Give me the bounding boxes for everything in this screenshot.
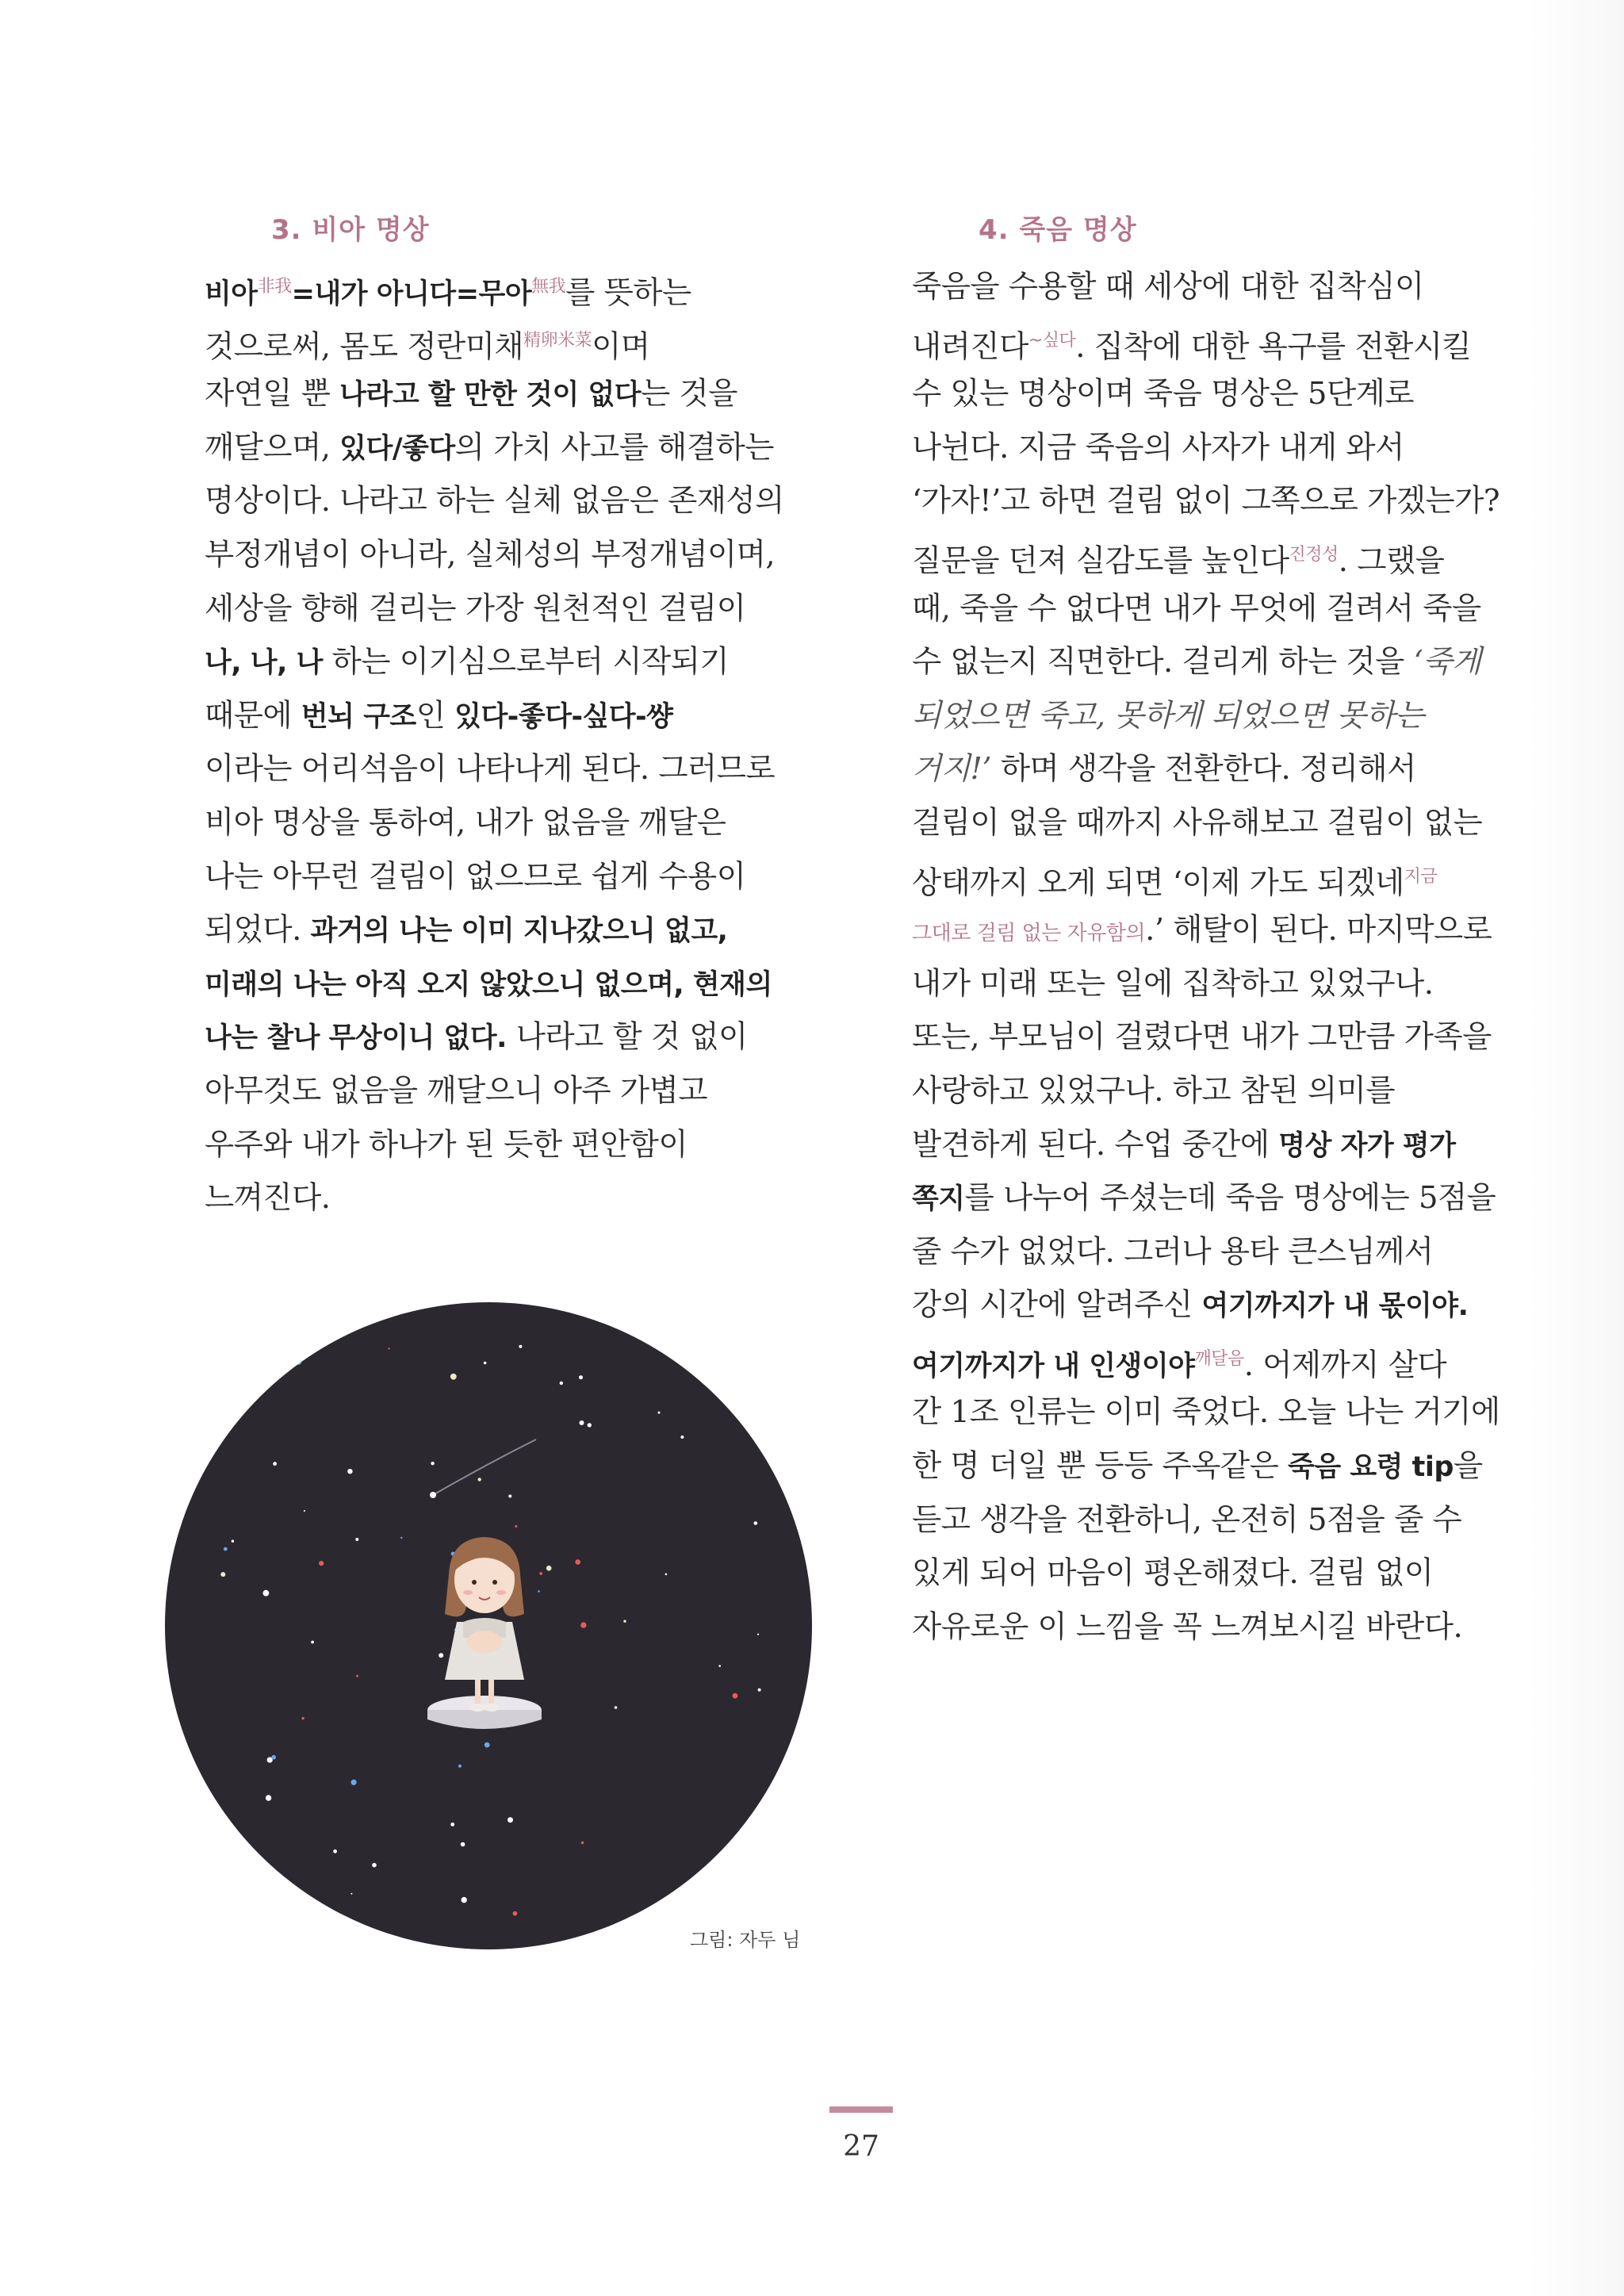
left-text-line — [205, 421, 831, 475]
text-run: 줄 수가 없었다. 그러나 용타 큰스님께서 — [912, 1233, 1434, 1270]
text-run: 우주와 내가 하나가 된 듯한 편안함이 — [205, 1126, 688, 1163]
star — [450, 1823, 454, 1826]
text-run: 상태까지 오게 되면 ‘이제 가도 되겠네 — [912, 864, 1404, 901]
text-run: 나는 아무런 걸림이 없으므로 쉽게 수용이 — [205, 858, 746, 895]
star — [311, 1641, 314, 1644]
left-text-line — [205, 689, 831, 743]
text-run: 수 없는지 직면한다. 걸리게 하는 것을 — [912, 644, 1414, 680]
right-text-line — [912, 367, 1538, 421]
section-heading-3: 3. 비아 명상 — [271, 214, 430, 246]
star — [293, 1909, 297, 1913]
left-text-line — [205, 1171, 831, 1225]
star — [714, 1887, 717, 1890]
text-run: 나, 나, 나 — [205, 647, 323, 680]
section-heading-4: 4. 죽음 명상 — [979, 214, 1137, 246]
right-text-line — [912, 314, 1538, 368]
star — [539, 1572, 542, 1575]
text-run: . 어제까지 살다 — [1243, 1347, 1447, 1383]
right-text-line — [912, 528, 1538, 582]
right-text-line — [912, 1171, 1538, 1225]
star — [220, 1572, 225, 1577]
star — [484, 1362, 487, 1365]
text-run: ‘죽게 — [1413, 644, 1481, 680]
left-body-text — [205, 260, 831, 1225]
left-text-line — [205, 367, 831, 421]
text-run: 되었다. — [205, 912, 311, 949]
star — [301, 1717, 304, 1719]
text-run: ~싶다 — [1028, 330, 1076, 351]
text-run: 되었으면 죽고, 못하게 되었으면 못하는 — [912, 697, 1424, 734]
text-run: 번뇌 구조 — [301, 700, 416, 733]
right-body-text — [912, 260, 1538, 1654]
text-run: 있게 되어 마음이 평온해졌다. 걸림 없이 — [912, 1555, 1434, 1592]
star — [273, 1462, 277, 1466]
star — [733, 1693, 738, 1699]
left-text-line — [205, 1010, 831, 1064]
text-run: 여기까지가 내 몫이야. — [1201, 1290, 1469, 1323]
text-run: 를 뜻하는 — [565, 275, 691, 311]
text-run: 無我 — [531, 277, 566, 297]
text-run: 간 1조 인류는 이미 죽었다. 오늘 나는 거기에 — [912, 1394, 1500, 1431]
text-run: 이라는 어리석음이 나타나게 된다. 그러므로 — [205, 751, 776, 788]
left-text-line — [205, 796, 831, 850]
star — [355, 1538, 358, 1541]
text-run: 나라고 할 것 없이 — [506, 1019, 748, 1056]
figure-caption: 그림: 자두 님 — [690, 1929, 801, 1951]
text-run: . 집착에 대한 욕구를 전환시킬 — [1075, 328, 1472, 365]
text-run: 나는 찰나 무상이니 없다. — [205, 1022, 507, 1055]
text-run: 질문을 던져 실감도를 높인다 — [912, 542, 1289, 579]
text-run: 의 가치 사고를 해결하는 — [454, 429, 774, 466]
star — [304, 1510, 305, 1512]
text-run: 명상이다. 나라고 하는 실체 없음은 존재성의 — [205, 483, 784, 519]
text-run: 나뉜다. 지금 죽음의 사자가 내게 와서 — [912, 429, 1404, 466]
right-text-line — [912, 957, 1538, 1011]
text-run: 부정개념이 아니라, 실체성의 부정개념이며, — [205, 536, 776, 573]
star — [271, 1755, 276, 1760]
text-run: 精卵米菜 — [523, 330, 592, 351]
star — [450, 1374, 457, 1380]
right-text-line — [912, 903, 1538, 957]
right-text-line — [912, 1010, 1538, 1064]
left-text-line — [205, 474, 831, 528]
text-run: =내가 아니다=무아 — [291, 278, 532, 310]
star — [513, 1911, 518, 1916]
star — [508, 1817, 513, 1823]
text-run: 것으로써, 몸도 정란미채 — [205, 328, 524, 365]
text-run: 명상 자가 평가 — [1278, 1129, 1456, 1162]
left-text-line — [205, 635, 831, 689]
text-run: 이며 — [592, 328, 650, 365]
text-run: 진정성 — [1289, 544, 1339, 565]
text-run: 발견하게 된다. 수업 중간에 — [912, 1126, 1279, 1163]
text-run: 을 — [1453, 1448, 1483, 1485]
star — [718, 1665, 721, 1667]
text-run: 여기까지가 내 인생이야 — [912, 1350, 1195, 1382]
star — [462, 1897, 467, 1903]
right-text-line — [912, 1278, 1538, 1332]
page-number: 27 — [843, 2130, 879, 2163]
left-text-line — [205, 528, 831, 582]
star — [581, 1842, 584, 1844]
text-run: 깨달으며, — [205, 429, 340, 466]
star — [757, 1634, 759, 1635]
starry-girl-illustration — [163, 1301, 814, 1951]
star — [458, 1765, 462, 1768]
star — [580, 1622, 586, 1627]
star — [754, 1521, 758, 1525]
text-run: 강의 시간에 알려주신 — [912, 1287, 1202, 1324]
star — [439, 1653, 443, 1658]
star — [388, 1347, 389, 1349]
star — [296, 1359, 302, 1365]
text-run: 사랑하고 있었구나. 하고 참된 의미를 — [912, 1072, 1396, 1109]
right-text-line — [912, 421, 1538, 475]
text-run: 자연일 뿐 — [205, 376, 340, 412]
text-run: 세상을 향해 걸리는 가장 원천적인 걸림이 — [205, 590, 746, 627]
shooting-star — [430, 1492, 436, 1498]
text-run: 자유로운 이 느낌을 꼭 느껴보시길 바란다. — [912, 1608, 1463, 1645]
text-run: 깨달음 — [1194, 1348, 1244, 1369]
text-run: 죽음을 수용할 때 세상에 대한 집착심이 — [912, 269, 1424, 305]
right-text-line — [912, 1439, 1538, 1493]
text-run: 있다-좋다-싶다-썅 — [454, 700, 673, 733]
star — [356, 1675, 358, 1677]
text-run: .’ 해탈이 된다. 마지막으로 — [1145, 912, 1492, 949]
star — [508, 1495, 511, 1498]
text-run: 인 — [416, 697, 455, 734]
text-run: 죽음 요령 tip — [1288, 1451, 1454, 1484]
right-text-line — [912, 742, 1538, 796]
text-run: 非我 — [257, 277, 292, 297]
star — [575, 1559, 580, 1565]
text-run: 미래의 나는 아직 오지 않았으니 없으며, 현재의 — [205, 968, 772, 1001]
star — [485, 1742, 490, 1748]
star — [538, 1590, 540, 1593]
right-text-line — [912, 1493, 1538, 1547]
star — [461, 1842, 465, 1847]
star — [431, 1462, 434, 1465]
left-text-line — [205, 260, 831, 314]
right-text-line — [912, 1332, 1538, 1386]
star — [400, 1537, 402, 1539]
text-run: 내가 미래 또는 일에 집착하고 있었구나. — [912, 965, 1434, 1002]
star — [319, 1561, 324, 1566]
text-run: . 그랬을 — [1338, 542, 1445, 579]
star — [580, 1420, 584, 1425]
text-run: 는 것을 — [641, 376, 737, 412]
star — [232, 1540, 234, 1543]
text-run: 거지!’ — [912, 751, 992, 788]
page-edge-shade — [1526, 0, 1624, 2296]
text-run: 지금 — [1404, 866, 1438, 887]
star — [347, 1469, 352, 1474]
star — [239, 1849, 241, 1850]
text-run: 그대로 걸림 없는 자유함의 — [912, 922, 1146, 946]
star — [579, 1375, 583, 1379]
star — [737, 1835, 741, 1840]
text-run: 걸림이 없을 때까지 사유해보고 걸림이 없는 — [912, 804, 1483, 841]
text-run: 있다/좋다 — [339, 432, 455, 465]
text-run: 느껴진다. — [205, 1180, 331, 1217]
star — [263, 1590, 270, 1596]
text-run: 때문에 — [205, 697, 301, 734]
star — [207, 1420, 212, 1425]
text-run: 과거의 나는 이미 지나갔으니 없고, — [310, 915, 728, 948]
text-run: 내려진다 — [912, 328, 1028, 365]
left-text-line — [205, 314, 831, 368]
text-run: 쪽지 — [912, 1183, 965, 1216]
right-text-line — [912, 1600, 1538, 1654]
star — [658, 1412, 661, 1414]
star — [350, 1893, 352, 1895]
star — [293, 1354, 295, 1355]
star — [588, 1423, 592, 1427]
text-run: 하는 이기심으로부터 시작되기 — [322, 644, 730, 680]
star — [266, 1795, 271, 1800]
right-text-line — [912, 1386, 1538, 1439]
text-run: 또는, 부모님이 걸렸다면 내가 그만큼 가족을 — [912, 1019, 1492, 1056]
left-text-line — [205, 582, 831, 636]
left-text-line — [205, 742, 831, 796]
left-text-line — [205, 1064, 831, 1118]
star — [478, 1478, 481, 1481]
star — [333, 1849, 337, 1853]
right-text-line — [912, 1225, 1538, 1279]
star — [372, 1863, 377, 1868]
text-run: 비아 명상을 통하여, 내가 없음을 깨달은 — [205, 804, 726, 841]
right-column — [912, 208, 1538, 1654]
right-text-line — [912, 582, 1538, 636]
left-text-line — [205, 903, 831, 957]
star — [519, 1345, 522, 1348]
page-number-rule — [829, 2106, 893, 2113]
text-run: 를 나누어 주셨는데 죽음 명상에는 5점을 — [964, 1180, 1496, 1217]
text-run: 하며 생각을 전환한다. 정리해서 — [991, 751, 1416, 788]
text-run: 듣고 생각을 전환하니, 온전히 5점을 줄 수 — [912, 1501, 1462, 1538]
text-run: 아무것도 없음을 깨달으니 아주 가볍고 — [205, 1072, 708, 1109]
text-run: 나라고 할 만한 것이 없다 — [339, 379, 642, 412]
left-text-line — [205, 1118, 831, 1172]
star — [515, 1525, 517, 1527]
right-text-line — [912, 1118, 1538, 1172]
star — [680, 1435, 684, 1439]
text-run: ‘가자!’고 하면 걸림 없이 그쪽으로 가겠는가? — [912, 483, 1500, 519]
text-run: 수 있는 명상이며 죽음 명상은 5단계로 — [912, 376, 1415, 412]
left-text-line — [205, 850, 831, 904]
left-column — [205, 208, 831, 1225]
star — [623, 1620, 626, 1623]
right-text-line — [912, 474, 1538, 528]
star — [546, 1566, 552, 1571]
right-text-line — [912, 689, 1538, 743]
star — [758, 1688, 761, 1692]
star — [560, 1382, 563, 1385]
text-run: 비아 — [205, 278, 258, 310]
star — [224, 1547, 228, 1551]
text-run: 한 명 더일 뿐 등등 주옥같은 — [912, 1448, 1289, 1485]
star — [351, 1780, 357, 1785]
star — [615, 1706, 618, 1709]
right-text-line — [912, 635, 1538, 689]
right-text-line — [912, 796, 1538, 850]
star — [665, 1573, 668, 1576]
left-text-line — [205, 957, 831, 1011]
right-text-line — [912, 1064, 1538, 1118]
right-text-line — [912, 260, 1538, 314]
right-text-line — [912, 1547, 1538, 1600]
right-text-line — [912, 850, 1538, 904]
text-run: 때, 죽을 수 없다면 내가 무엇에 걸려서 죽을 — [912, 590, 1481, 627]
